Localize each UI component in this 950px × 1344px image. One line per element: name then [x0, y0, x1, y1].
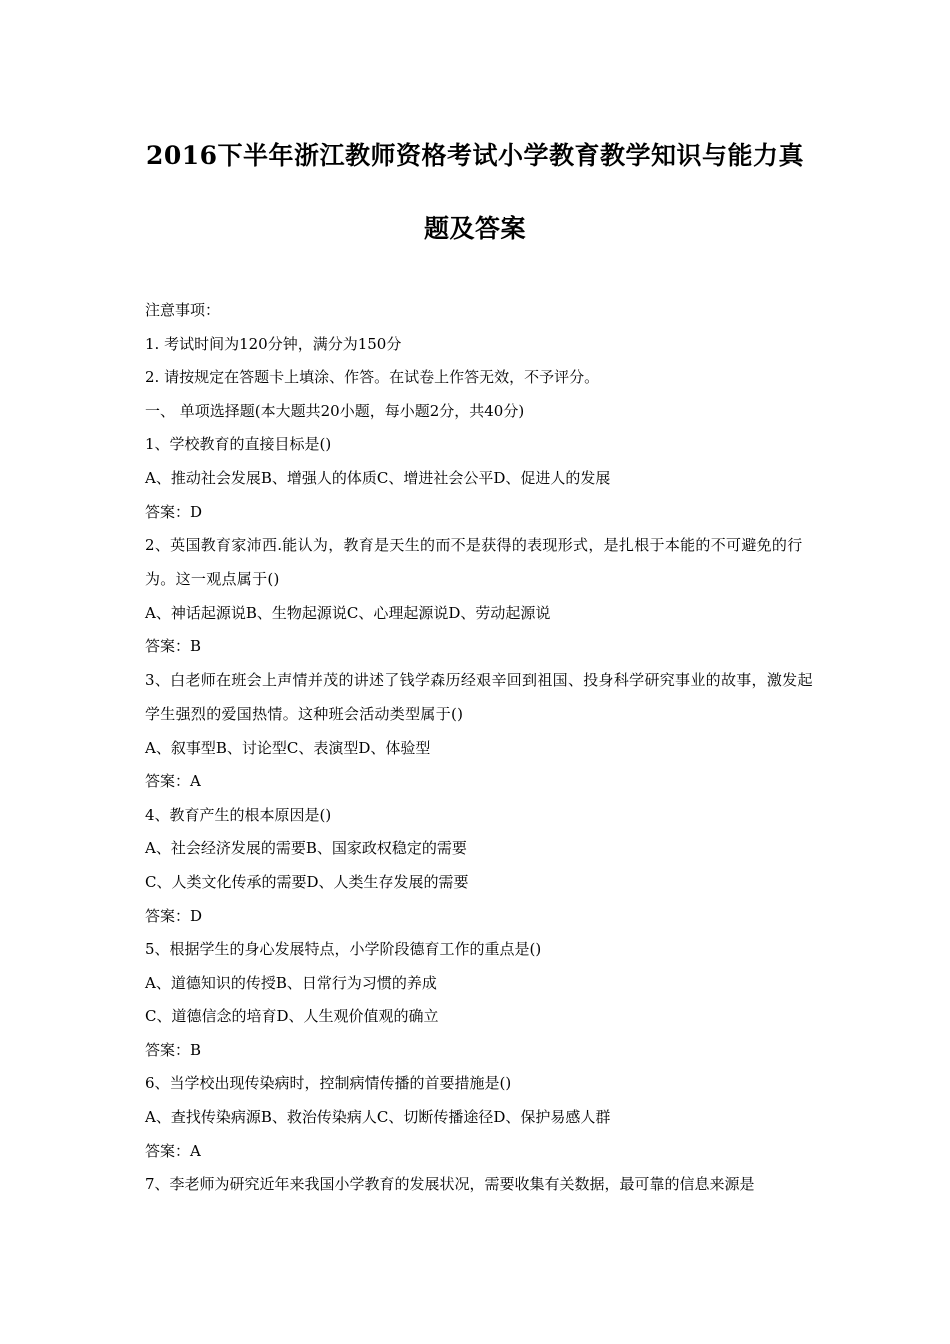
question-options: C、人类文化传承的需要D、人类生存发展的需要 [145, 872, 469, 891]
question-options: A、社会经济发展的需要B、国家政权稳定的需要 [145, 839, 467, 858]
question-options: C、道德信念的培育D、人生观价值观的确立 [145, 1007, 439, 1026]
question-options: A、神话起源说B、生物起源说C、心理起源说D、劳动起源说 [145, 603, 551, 622]
question-stem: 6、当学校出现传染病时，控制病情传播的首要措施是() [145, 1074, 512, 1093]
question-options: A、道德知识的传授B、日常行为习惯的养成 [145, 973, 437, 992]
question-answer: 答案：A [145, 1141, 201, 1160]
question-answer: 答案：B [145, 1040, 202, 1059]
section-heading: 一、 单项选择题(本大题共20小题，每小题2分，共40分) [145, 401, 525, 420]
document-body [145, 300, 815, 1208]
question-stem: 3、白老师在班会上声情并茂的讲述了钱学森历经艰辛回到祖国、投身科学研究事业的故事，激发起学生强烈的爱国热情。这种班会活动类型属于() [145, 670, 813, 723]
question-answer: 答案：D [145, 906, 203, 925]
question-stem: 1、学校教育的直接目标是() [145, 435, 332, 454]
notice-item: 2. 请按规定在答题卡上填涂、作答。在试卷上作答无效，不予评分。 [145, 368, 600, 387]
document-title-line-1: 2016下半年浙江教师资格考试小学教育教学知识与能力真 [145, 141, 805, 170]
notice-heading: 注意事项： [145, 301, 221, 319]
question-stem: 4、教育产生的根本原因是() [145, 805, 332, 824]
question-stem: 2、英国教育家沛西.能认为，教育是天生的而不是获得的表现形式，是扎根于本能的不可避免的行为。这一观点属于() [145, 536, 803, 589]
question-answer: 答案：D [145, 502, 203, 521]
question-options: A、查找传染病源B、救治传染病人C、切断传播途径D、保护易感人群 [145, 1108, 611, 1127]
document-title-line-2: 题及答案 [423, 214, 526, 243]
notice-item: 1. 考试时间为120分钟，满分为150分 [145, 334, 402, 353]
question-answer: 答案：A [145, 772, 201, 791]
question-answer: 答案：B [145, 637, 202, 656]
question-options: A、推动社会发展B、增强人的体质C、增进社会公平D、促进人的发展 [145, 468, 611, 487]
question-stem: 7、李老师为研究近年来我国小学教育的发展状况，需要收集有关数据，最可靠的信息来源是 [145, 1175, 755, 1194]
question-stem: 5、根据学生的身心发展特点，小学阶段德育工作的重点是() [145, 940, 542, 959]
question-options: A、叙事型B、讨论型C、表演型D、体验型 [145, 738, 431, 757]
